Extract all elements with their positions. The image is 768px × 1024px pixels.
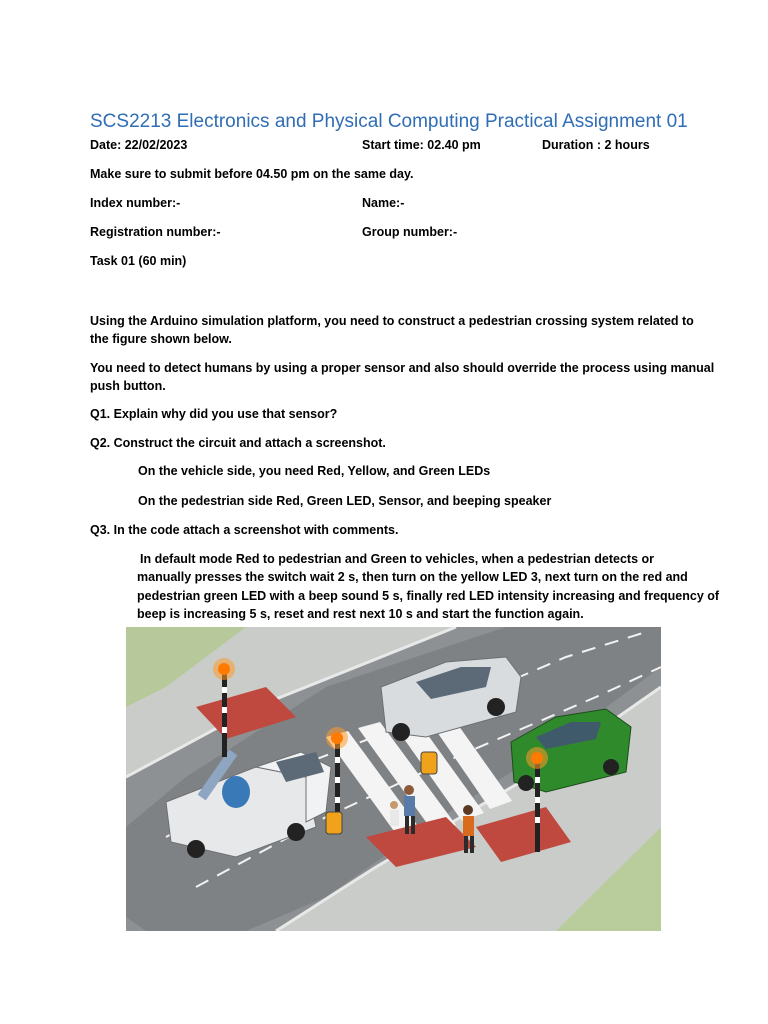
submit-note: Make sure to submit before 04.50 pm on the same day. xyxy=(90,167,414,181)
pedestrian-crossing-illustration xyxy=(126,627,661,931)
q3-desc-line-1: In default mode Red to pedestrian and Green to vehicles, when a pedestrian detects or xyxy=(140,552,655,566)
intro-line-1: Using the Arduino simulation platform, you need to construct a pedestrian crossing system related to xyxy=(90,314,694,328)
question-3: Q3. In the code attach a screenshot with comments. xyxy=(90,523,399,537)
intro-line-2: the figure shown below. xyxy=(90,332,232,346)
q3-desc-line-3: pedestrian green LED with a beep sound 5 s, finally red LED intensity increasing and frequency of xyxy=(137,589,720,603)
index-number-field: Index number:- xyxy=(90,196,181,210)
registration-number-field: Registration number:- xyxy=(90,225,221,239)
detect-line-2: push button. xyxy=(90,379,166,393)
question-1: Q1. Explain why did you use that sensor? xyxy=(90,407,338,421)
page-title: SCS2213 Electronics and Physical Computing Practical Assignment 01 xyxy=(90,111,688,132)
duration-label: Duration : 2 hours xyxy=(542,138,650,152)
q3-desc-line-2: manually presses the switch wait 2 s, then turn on the yellow LED 3, next turn on the red and xyxy=(137,570,688,584)
question-2: Q2. Construct the circuit and attach a screenshot. xyxy=(90,436,386,450)
start-time-label: Start time: 02.40 pm xyxy=(362,138,481,152)
vehicle-side-leds: On the vehicle side, you need Red, Yellow, and Green LEDs xyxy=(138,464,491,478)
task-heading: Task 01 (60 min) xyxy=(90,254,187,268)
name-field: Name:- xyxy=(362,196,405,210)
pedestrian-side-components: On the pedestrian side Red, Green LED, Sensor, and beeping speaker xyxy=(138,494,552,508)
group-number-field: Group number:- xyxy=(362,225,458,239)
detect-line-1: You need to detect humans by using a proper sensor and also should override the process using manual xyxy=(90,361,715,375)
q3-desc-line-4: beep is increasing 5 s, reset and rest next 10 s and start the function again. xyxy=(137,607,584,621)
date-label: Date: 22/02/2023 xyxy=(90,138,188,152)
